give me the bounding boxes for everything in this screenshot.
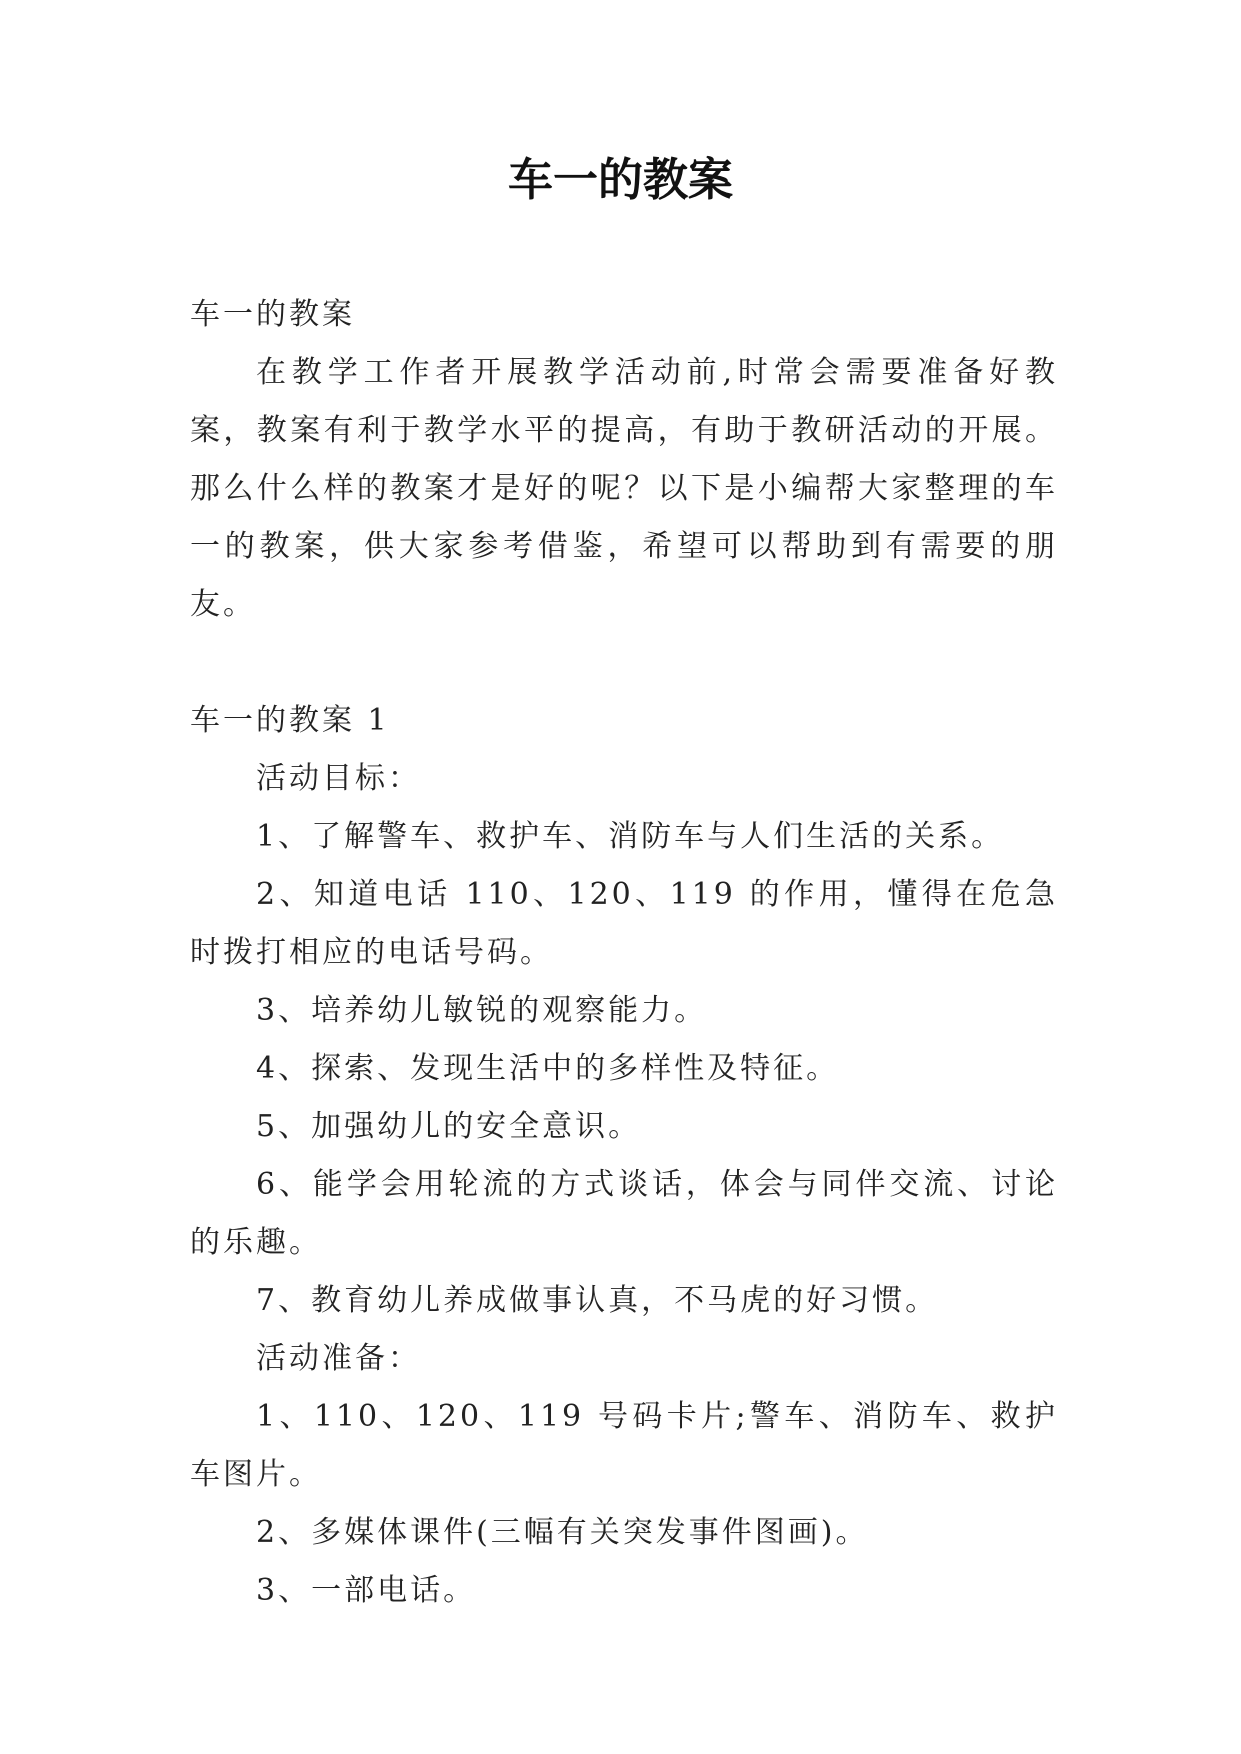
prep-item: 3、一部电话。 bbox=[256, 1573, 477, 1608]
prep-label: 活动准备： bbox=[256, 1341, 421, 1376]
intro-paragraph: 在教学工作者开展教学活动前,时常会需要准备好教案，教案有利于教学水平的提高，有助于教研活动的开展。那么什么样的教案才是好的呢？以下是小编帮大家整理的车一的教案，供大家参考借鉴，希望可以帮助到有需要的朋友。 bbox=[190, 355, 1058, 622]
paragraph-gap bbox=[190, 634, 1058, 692]
section-heading: 车一的教案 1 bbox=[190, 703, 390, 738]
goal-item: 6、能学会用轮流的方式谈话，体会与同伴交流、讨论的乐趣。 bbox=[190, 1167, 1058, 1260]
goals-label: 活动目标： bbox=[256, 761, 421, 796]
goal-item: 7、教育幼儿养成做事认真，不马虎的好习惯。 bbox=[256, 1283, 939, 1318]
prep-item: 1、110、120、119 号码卡片;警车、消防车、救护车图片。 bbox=[190, 1399, 1058, 1492]
document-body bbox=[190, 286, 1058, 1620]
document-subtitle: 车一的教案 bbox=[190, 297, 355, 332]
goal-item: 1、了解警车、救护车、消防车与人们生活的关系。 bbox=[256, 819, 1005, 854]
goal-item: 5、加强幼儿的安全意识。 bbox=[256, 1109, 642, 1144]
prep-item: 2、多媒体课件(三幅有关突发事件图画)。 bbox=[256, 1515, 869, 1550]
goal-item: 3、培养幼儿敏锐的观察能力。 bbox=[256, 993, 708, 1028]
document-title: 车一的教案 bbox=[507, 153, 733, 206]
goal-item: 2、知道电话 110、120、119 的作用，懂得在危急时拨打相应的电话号码。 bbox=[190, 877, 1058, 970]
goal-item: 4、探索、发现生活中的多样性及特征。 bbox=[256, 1051, 840, 1086]
